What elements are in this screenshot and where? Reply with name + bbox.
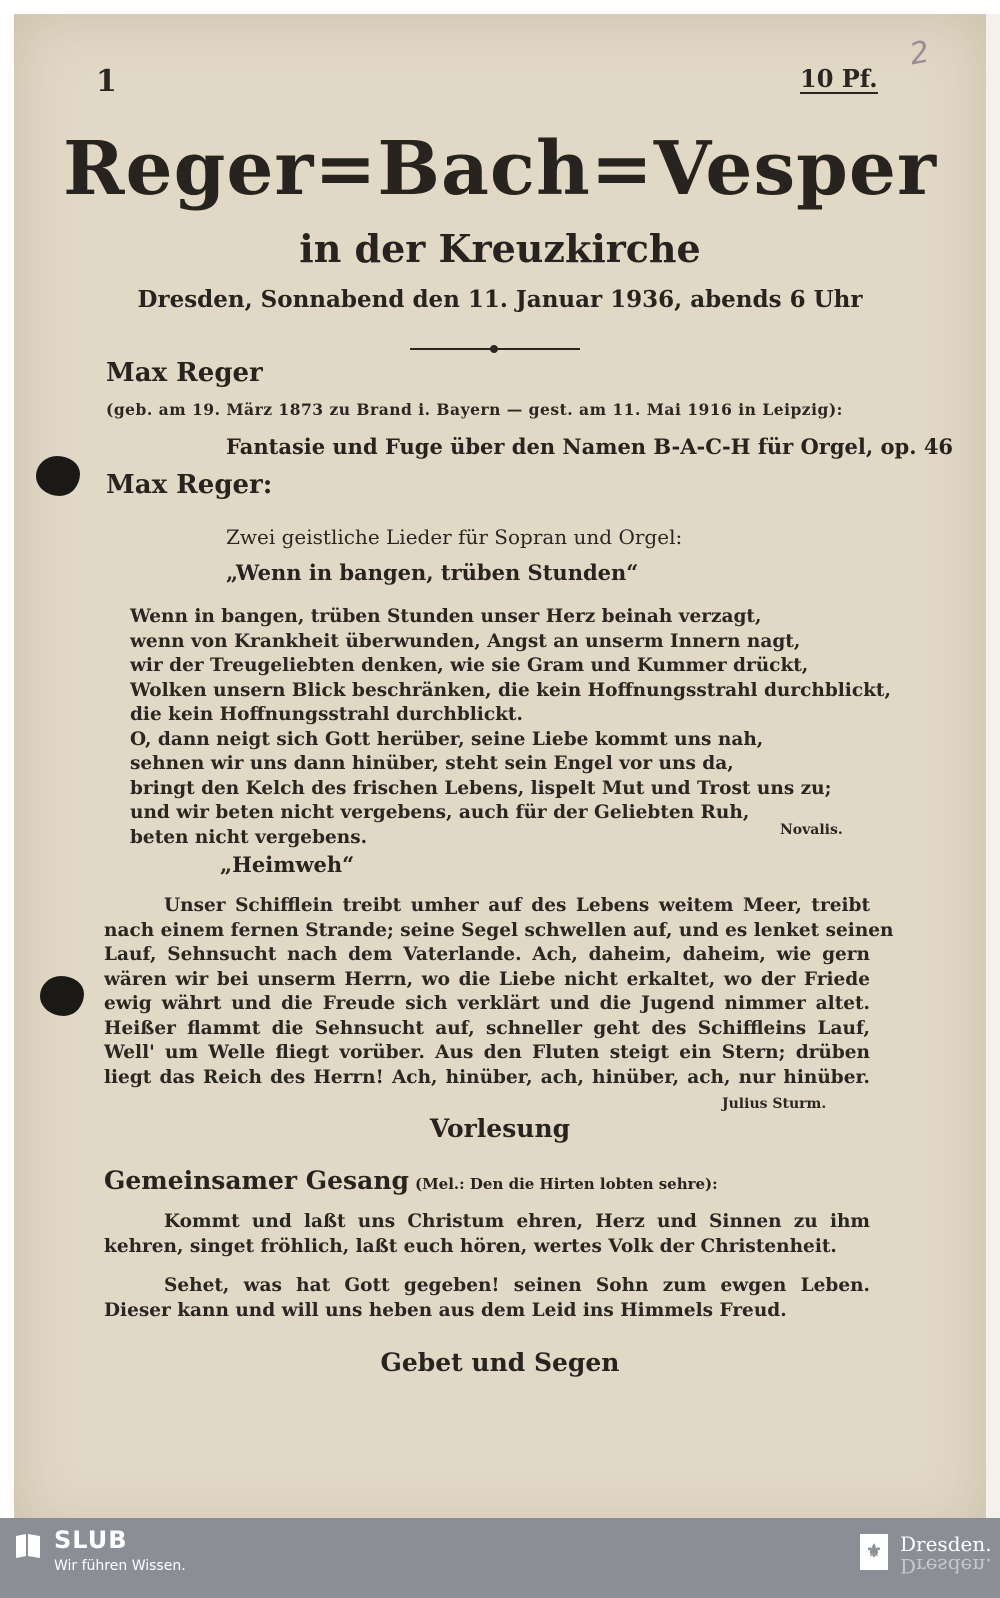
song2-author: Julius Sturm. <box>722 1096 827 1112</box>
hymn-melody: (Mel.: Den die Hirten lobten sehre): <box>414 1175 718 1193</box>
punch-hole-top <box>36 456 80 496</box>
song2-lyrics <box>104 894 894 1090</box>
reading-heading: Vorlesung <box>429 1114 571 1143</box>
ornament-dot <box>490 345 498 353</box>
pencil-annotation: 2 <box>907 34 932 73</box>
lyric-line: bringt den Kelch des frischen Lebens, lispelt Mut und Trost uns zu; <box>130 777 832 799</box>
lyric-line: Lauf, Sehnsucht nach dem Vaterlande. Ach, daheim, daheim, wie gern <box>104 944 870 965</box>
lyric-line: sehnen wir uns dann hinüber, steht sein Engel vor uns da, <box>130 753 734 774</box>
lyric-line: und wir beten nicht vergebens, auch für der Geliebten Ruh, <box>130 802 750 823</box>
lyric-line: O, dann neigt sich Gott herüber, seine Liebe kommt uns nah, <box>130 728 764 750</box>
city-name-reflection: Dresden. <box>900 1554 992 1578</box>
composer-heading-1: Max Reger <box>106 358 263 388</box>
hymn-line: Dieser kann und will uns heben aus dem Leid ins Himmels Freud. <box>104 1299 787 1321</box>
lyric-line: wir der Treugeliebten denken, wie sie Gram und Kummer drückt, <box>130 655 809 676</box>
price-label: 10 Pf. <box>800 64 878 93</box>
lyric-line: beten nicht vergebens. <box>130 826 368 848</box>
hymn-line: Sehet, was hat Gott gegeben! seinen Sohn zum ewgen Leben. <box>164 1275 870 1296</box>
organ-work: Fantasie und Fuge über den Namen B-A-C-H für Orgel, op. 46 <box>226 434 954 459</box>
library-name: SLUB <box>54 1526 128 1554</box>
composer-bio: (geb. am 19. März 1873 zu Brand i. Bayern — gest. am 11. Mai 1916 in Leipzig): <box>106 400 843 419</box>
lyric-line: die kein Hoffnungsstrahl durchblickt. <box>130 704 523 725</box>
program-title: Reger=Bach=Vesper <box>63 126 937 212</box>
hymn-title: Gemeinsamer Gesang <box>104 1166 409 1195</box>
lyric-line: ewig währt und die Freude sich verklärt und die Jugend nimmer altet. <box>104 993 870 1014</box>
lyric-line: liegt das Reich des Herrn! Ach, hinüber, ach, hinüber, ach, nur hinüber. <box>104 1066 870 1088</box>
lyric-line: Unser Schifflein treibt umher auf des Lebens weitem Meer, treibt <box>164 895 870 916</box>
composer-heading-2: Max Reger: <box>106 470 273 500</box>
book-icon <box>14 1532 42 1558</box>
hymn-line: Kommt und laßt uns Christum ehren, Herz und Sinnen zu ihm <box>164 1211 870 1232</box>
lyric-line: Well' um Welle fliegt vorüber. Aus den Fluten steigt ein Stern; drüben <box>104 1042 870 1063</box>
hymn-verse-1 <box>104 1210 870 1259</box>
hymn-line: kehren, singet fröhlich, laßt euch hören, wertes Volk der Christenheit. <box>104 1235 837 1257</box>
date-line: Dresden, Sonnabend den 11. Januar 1936, abends 6 Uhr <box>137 286 863 313</box>
program-subtitle: in der Kreuzkirche <box>299 226 701 271</box>
lyric-line: wenn von Krankheit überwunden, Angst an unserm Innern nagt, <box>130 630 801 652</box>
song1-lyrics <box>130 605 891 850</box>
coat-of-arms-icon: ⚜ <box>860 1534 888 1570</box>
hymn-verse-2 <box>104 1274 870 1323</box>
city-name: Dresden. <box>900 1532 992 1556</box>
song1-author: Novalis. <box>780 822 843 838</box>
lyric-line: wären wir bei unserm Herrn, wo die Liebe nicht erkaltet, wo der Friede <box>104 968 870 990</box>
song1-title: „Wenn in bangen, trüben Stunden“ <box>226 560 639 585</box>
lyric-line: nach einem fernen Strande; seine Segel schwellen auf, und es lenket seinen <box>104 919 894 941</box>
lyric-line: Heißer flammt die Sehnsucht auf, schneller geht des Schiffleins Lauf, <box>104 1017 870 1039</box>
lyric-line: Wolken unsern Blick beschränken, die kein Hoffnungsstrahl durchblickt, <box>130 679 891 701</box>
page-number: 1 <box>96 64 117 99</box>
songs-intro: Zwei geistliche Lieder für Sopran und Orgel: <box>226 525 683 549</box>
footer-bar <box>0 1518 1000 1598</box>
closing-heading: Gebet und Segen <box>380 1348 620 1377</box>
punch-hole-bottom <box>40 976 84 1016</box>
song2-title: „Heimweh“ <box>220 852 355 877</box>
hymn-heading <box>104 1166 718 1195</box>
lyric-line: Wenn in bangen, trüben Stunden unser Herz beinah verzagt, <box>130 606 762 627</box>
library-tagline: Wir führen Wissen. <box>54 1558 186 1574</box>
